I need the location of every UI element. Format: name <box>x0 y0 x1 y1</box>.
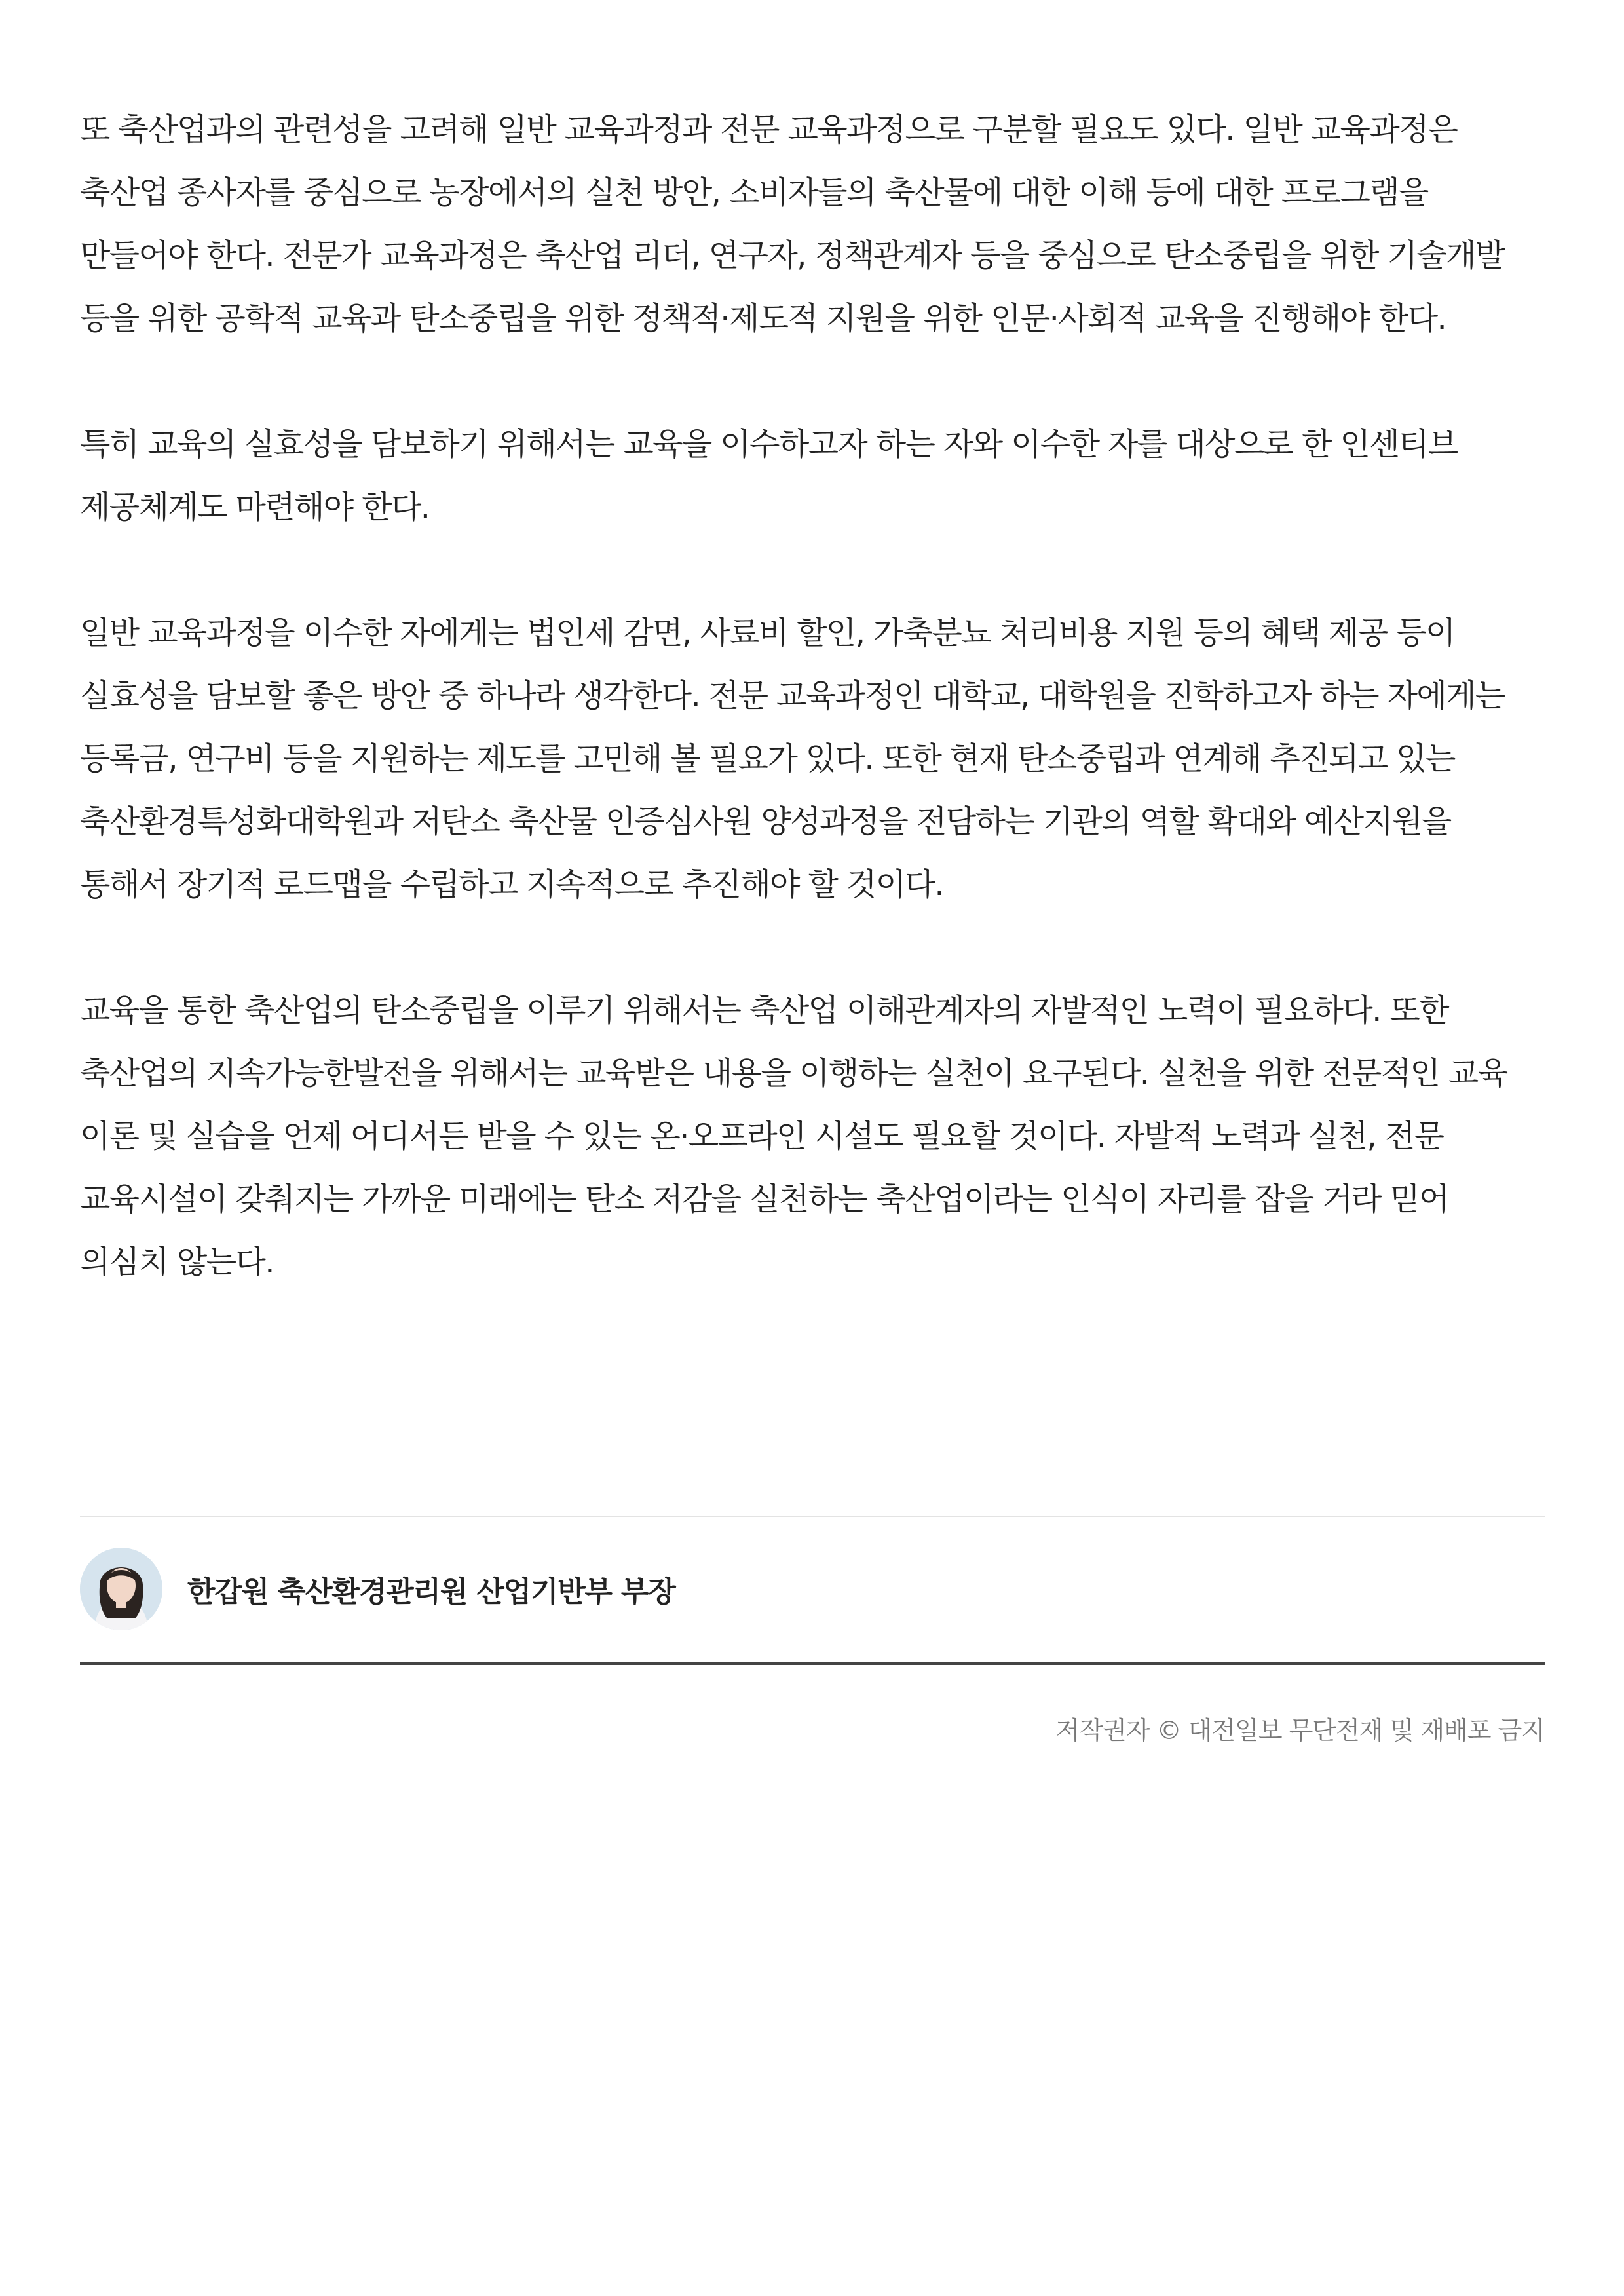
article-paragraph: 일반 교육과정을 이수한 자에게는 법인세 감면, 사료비 할인, 가축분뇨 처리비용 지원 등의 혜택 제공 등이 실효성을 담보할 좋은 방안 중 하나라 생각한다. 전문 교육과정인 대학교, 대학원을 진학하고자 하는 자에게는 등록금, 연구비 등을 지원하는 제도를 고민해 볼 필요가 있다. 또한 현재 탄소중립과 연계해 추진되고 있는 축산환경특성화대학원과 저탄소 축산물 인증심사원 양성과정을 전담하는 기관의 역할 확대와 예산지원을 통해서 장기적 로드맵을 수립하고 지속적으로 추진해야 할 것이다. <box>80 615 1505 903</box>
copyright-notice: 저작권자 © 대전일보 무단전재 및 재배포 금지 <box>1055 1716 1545 1745</box>
footer-divider <box>80 1662 1545 1665</box>
author-byline <box>80 1546 675 1632</box>
article-body <box>80 98 1545 1356</box>
article-paragraph: 교육을 통한 축산업의 탄소중립을 이루기 위해서는 축산업 이해관계자의 자발적인 노력이 필요하다. 또한 축산업의 지속가능한발전을 위해서는 교육받은 내용을 이행하는 실천이 요구된다. 실천을 위한 전문적인 교육 이론 및 실습을 언제 어디서든 받을 수 있는 온·오프라인 시설도 필요할 것이다. 자발적 노력과 실천, 전문 교육시설이 갖춰지는 가까운 미래에는 탄소 저감을 실천하는 축산업이라는 인식이 자리를 잡을 거라 믿어 의심치 않는다. <box>80 992 1507 1280</box>
article-paragraph: 특히 교육의 실효성을 담보하기 위해서는 교육을 이수하고자 하는 자와 이수한 자를 대상으로 한 인센티브 제공체계도 마련해야 한다. <box>80 426 1458 526</box>
author-avatar <box>80 1548 162 1630</box>
author-divider <box>80 1516 1545 1517</box>
author-name: 한갑원 축산환경관리원 산업기반부 부장 <box>187 1575 675 1609</box>
article-paragraph: 또 축산업과의 관련성을 고려해 일반 교육과정과 전문 교육과정으로 구분할 필요도 있다. 일반 교육과정은 축산업 종사자를 중심으로 농장에서의 실천 방안, 소비자들의 축산물에 대한 이해 등에 대한 프로그램을 만들어야 한다. 전문가 교육과정은 축산업 리더, 연구자, 정책관계자 등을 중심으로 탄소중립을 위한 기술개발 등을 위한 공학적 교육과 탄소중립을 위한 정책적·제도적 지원을 위한 인문·사회적 교육을 진행해야 한다. <box>80 111 1505 337</box>
